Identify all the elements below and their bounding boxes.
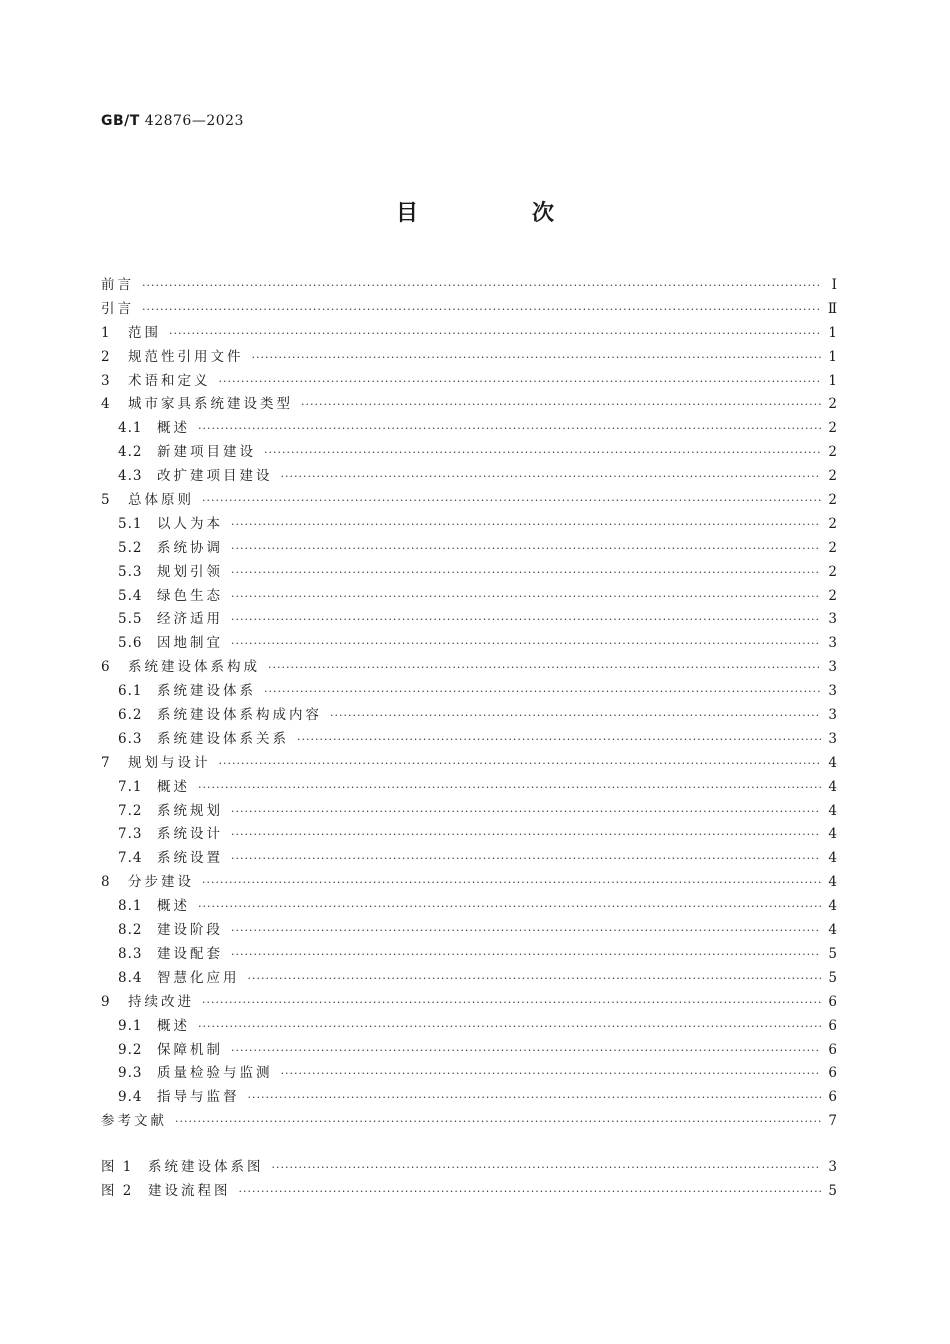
toc-entry-number: 7.1: [118, 778, 143, 795]
toc-entry[interactable]: [101, 1038, 837, 1062]
toc-entry[interactable]: [101, 703, 837, 727]
toc-entry-page: 1: [828, 348, 837, 365]
toc-entry-number: 7.4: [118, 850, 143, 867]
toc-entry-page: 4: [828, 874, 837, 891]
toc-entry-label: 概述: [157, 1017, 190, 1034]
toc-entry-label: 系统协调: [157, 539, 223, 556]
toc-entry-page: 3: [828, 707, 837, 724]
dot-leader: [268, 661, 821, 674]
dot-leader: [231, 924, 821, 937]
toc-entry-number: 9.3: [118, 1065, 143, 1082]
toc-entry[interactable]: [101, 297, 837, 321]
toc-entry[interactable]: [101, 679, 837, 703]
toc-entry-page: Ⅱ: [827, 300, 837, 317]
toc-entry-label: 经济适用: [157, 611, 223, 628]
dot-leader: [231, 805, 821, 818]
toc-entry-page: 6: [828, 1041, 837, 1058]
toc-entry-page: 5: [828, 945, 837, 962]
toc-entry-page: 2: [828, 420, 837, 437]
toc-entry[interactable]: [101, 1061, 837, 1085]
dot-leader: [248, 1091, 822, 1104]
toc-entry-label: 参考文献: [101, 1113, 167, 1130]
dot-leader: [142, 303, 821, 316]
code-number: 42876—2023: [144, 113, 244, 129]
toc-entry-number: 5.3: [118, 563, 143, 580]
dot-leader: [198, 900, 821, 913]
toc-entry-number: 8.3: [118, 945, 143, 962]
toc-entry[interactable]: [101, 488, 837, 512]
dot-leader: [231, 590, 821, 603]
toc-entry-label: 系统建设体系构成内容: [157, 707, 322, 724]
dot-leader: [231, 1044, 821, 1057]
toc-entry-label: 智慧化应用: [157, 969, 240, 986]
toc-entry[interactable]: [101, 321, 837, 345]
dot-leader: [198, 422, 821, 435]
toc-entry-label: 建设配套: [157, 945, 223, 962]
toc-entry-page: 2: [828, 396, 837, 413]
toc-entry-number: 6: [101, 659, 111, 676]
dot-leader: [281, 1067, 822, 1080]
toc-entry[interactable]: [101, 870, 837, 894]
toc-entry-page: 3: [828, 659, 837, 676]
toc-entry[interactable]: [101, 1179, 837, 1203]
toc-entry-number: 5.2: [118, 539, 143, 556]
toc-entry[interactable]: [101, 560, 837, 584]
toc-entry-number: 4.2: [118, 444, 143, 461]
toc-entry[interactable]: [101, 655, 837, 679]
toc-entry[interactable]: [101, 392, 837, 416]
toc-entry-label: 保障机制: [157, 1041, 223, 1058]
toc-entry-page: 2: [828, 444, 837, 461]
toc-entry-label: 城市家具系统建设类型: [128, 396, 293, 413]
toc-entry-label: 总体原则: [128, 492, 194, 509]
toc-entry-label: 范围: [128, 324, 161, 341]
toc-entry-page: 6: [828, 1065, 837, 1082]
toc-entry[interactable]: [101, 1155, 837, 1179]
toc-entry-label: 绿色生态: [157, 587, 223, 604]
toc-entry-label: 术语和定义: [128, 372, 211, 389]
toc-entry[interactable]: [101, 846, 837, 870]
dot-leader: [297, 733, 821, 746]
toc-entry[interactable]: [101, 727, 837, 751]
dot-leader: [231, 613, 821, 626]
toc-entry-page: 3: [828, 635, 837, 652]
dot-leader: [202, 876, 821, 889]
toc-entry-page: 4: [828, 826, 837, 843]
toc-entry-label: 系统设置: [157, 850, 223, 867]
dot-leader: [231, 566, 821, 579]
toc-entry-number: 5.4: [118, 587, 143, 604]
toc-entry-page: 7: [828, 1113, 837, 1130]
dot-leader: [231, 637, 821, 650]
dot-leader: [198, 781, 821, 794]
toc-entry[interactable]: [101, 1085, 837, 1109]
dot-leader: [231, 828, 821, 841]
toc-entry[interactable]: [101, 536, 837, 560]
toc-entry-number: 8.4: [118, 969, 143, 986]
dot-leader: [301, 398, 821, 411]
toc-entry-label: 引言: [101, 300, 134, 317]
toc-entry-page: Ⅰ: [831, 277, 837, 293]
toc-entry[interactable]: [101, 799, 837, 823]
toc-entry-number: 6.3: [118, 730, 143, 747]
toc-entry-number: 8.2: [118, 922, 143, 939]
dot-leader: [202, 494, 821, 507]
dot-leader: [231, 948, 821, 961]
toc-entry-number: 9.1: [118, 1017, 143, 1034]
toc-entry-page: 6: [828, 1089, 837, 1106]
toc-entry-page: 5: [828, 969, 837, 986]
toc-entry-page: 4: [828, 922, 837, 939]
dot-leader: [198, 1020, 821, 1033]
toc-entry[interactable]: [101, 607, 837, 631]
toc-entry-page: 2: [828, 539, 837, 556]
toc-entry-label: 持续改进: [128, 993, 194, 1010]
toc-entry-label: 系统建设体系构成: [128, 659, 260, 676]
toc-entry[interactable]: [101, 512, 837, 536]
toc-entry[interactable]: [101, 918, 837, 942]
toc-entry-label: 前言: [101, 277, 134, 293]
toc-entry[interactable]: [101, 894, 837, 918]
toc-entry-number: 9.4: [118, 1089, 143, 1106]
document-code: [101, 113, 244, 129]
toc-entry-label: 分步建设: [128, 874, 194, 891]
toc-entry-label: 新建项目建设: [157, 444, 256, 461]
section-gap: [101, 1133, 837, 1155]
dot-leader: [239, 1185, 822, 1198]
toc-entry[interactable]: [101, 440, 837, 464]
toc-entry-number: 5: [101, 492, 111, 509]
toc-entry-page: 2: [828, 492, 837, 509]
code-prefix: GB/T: [101, 113, 140, 129]
dot-leader: [202, 996, 821, 1009]
toc-entry-page: 3: [828, 683, 837, 700]
toc-entry-label: 概述: [157, 778, 190, 795]
toc-entry-number: 7.2: [118, 802, 143, 819]
toc-entry-number: 4: [101, 396, 111, 413]
toc-entry-label: 规划引领: [157, 563, 223, 580]
toc-entry-page: 4: [828, 778, 837, 795]
dot-leader: [219, 375, 822, 388]
dot-leader: [219, 757, 822, 770]
toc-entry-number: 图 2: [101, 1182, 134, 1199]
toc-entry[interactable]: [101, 990, 837, 1014]
dot-leader: [330, 709, 821, 722]
toc-entry-label: 概述: [157, 898, 190, 915]
dot-leader: [264, 685, 821, 698]
toc-entry-number: 8: [101, 874, 111, 891]
toc-entry-number: 9: [101, 993, 111, 1010]
toc-entry-page: 2: [828, 587, 837, 604]
toc-entry[interactable]: [101, 464, 837, 488]
dot-leader: [281, 470, 822, 483]
toc-entry-number: 图 1: [101, 1159, 134, 1176]
toc-entry-page: 4: [828, 850, 837, 867]
toc-entry-label: 系统设计: [157, 826, 223, 843]
dot-leader: [231, 542, 821, 555]
toc-entry[interactable]: [101, 584, 837, 608]
toc-entry-page: 3: [828, 730, 837, 747]
toc-entry-label: 系统建设体系关系: [157, 730, 289, 747]
dot-leader: [264, 446, 821, 459]
toc-entry-label: 建设流程图: [148, 1182, 231, 1199]
toc-entry[interactable]: [101, 822, 837, 846]
toc-entry[interactable]: [101, 966, 837, 990]
toc-entry[interactable]: [101, 369, 837, 393]
toc-entry-label: 系统建设体系: [157, 683, 256, 700]
toc-entry-number: 5.5: [118, 611, 143, 628]
toc-entry[interactable]: [101, 416, 837, 440]
toc-entry-label: 系统规划: [157, 802, 223, 819]
toc-entry-label: 规划与设计: [128, 754, 211, 771]
toc-entry-page: 2: [828, 468, 837, 485]
dot-leader: [231, 518, 821, 531]
toc-entry[interactable]: [101, 1014, 837, 1038]
toc-entry-page: 3: [828, 1159, 837, 1176]
toc-entry-number: 6.1: [118, 683, 143, 700]
toc-entry-page: 6: [828, 993, 837, 1010]
table-of-contents: [101, 273, 837, 1203]
dot-leader: [231, 852, 821, 865]
toc-entry-page: 4: [828, 898, 837, 915]
toc-entry[interactable]: [101, 1109, 837, 1133]
toc-entry-page: 5: [828, 1182, 837, 1199]
toc-entry-page: 4: [828, 802, 837, 819]
dot-leader: [272, 1161, 822, 1174]
toc-entry-number: 7: [101, 754, 111, 771]
toc-entry-label: 规范性引用文件: [128, 348, 244, 365]
dot-leader: [175, 1115, 821, 1128]
toc-entry-label: 建设阶段: [157, 922, 223, 939]
toc-entry-page: 4: [828, 754, 837, 771]
toc-entry-number: 4.1: [118, 420, 143, 437]
toc-entry-number: 5.6: [118, 635, 143, 652]
toc-entry-page: 6: [828, 1017, 837, 1034]
toc-entry-label: 质量检验与监测: [157, 1065, 273, 1082]
toc-entry-label: 概述: [157, 420, 190, 437]
dot-leader: [169, 327, 821, 340]
toc-entry-number: 2: [101, 348, 111, 365]
toc-entry-page: 2: [828, 563, 837, 580]
toc-entry-number: 7.3: [118, 826, 143, 843]
toc-entry-number: 3: [101, 372, 111, 389]
toc-entry-page: 1: [828, 324, 837, 341]
toc-entry-page: 1: [828, 372, 837, 389]
toc-entry[interactable]: [101, 751, 837, 775]
toc-entry-number: 4.3: [118, 468, 143, 485]
toc-entry-number: 1: [101, 324, 111, 341]
toc-entry-label: 因地制宜: [157, 635, 223, 652]
toc-entry-number: 6.2: [118, 707, 143, 724]
toc-entry-page: 2: [828, 515, 837, 532]
dot-leader: [248, 972, 822, 985]
toc-entry-label: 系统建设体系图: [148, 1159, 264, 1176]
page-title: 目 次: [395, 201, 600, 226]
toc-entry-label: 指导与监督: [157, 1089, 240, 1106]
toc-entry[interactable]: [101, 273, 837, 297]
toc-entry-page: 3: [828, 611, 837, 628]
toc-entry-label: 以人为本: [157, 515, 223, 532]
dot-leader: [252, 351, 822, 364]
toc-entry-number: 9.2: [118, 1041, 143, 1058]
toc-entry-label: 改扩建项目建设: [157, 468, 273, 485]
toc-entry[interactable]: [101, 942, 837, 966]
toc-entry[interactable]: [101, 631, 837, 655]
toc-entry[interactable]: [101, 775, 837, 799]
dot-leader: [142, 279, 821, 292]
toc-entry-number: 8.1: [118, 898, 143, 915]
toc-entry[interactable]: [101, 345, 837, 369]
toc-entry-number: 5.1: [118, 515, 143, 532]
